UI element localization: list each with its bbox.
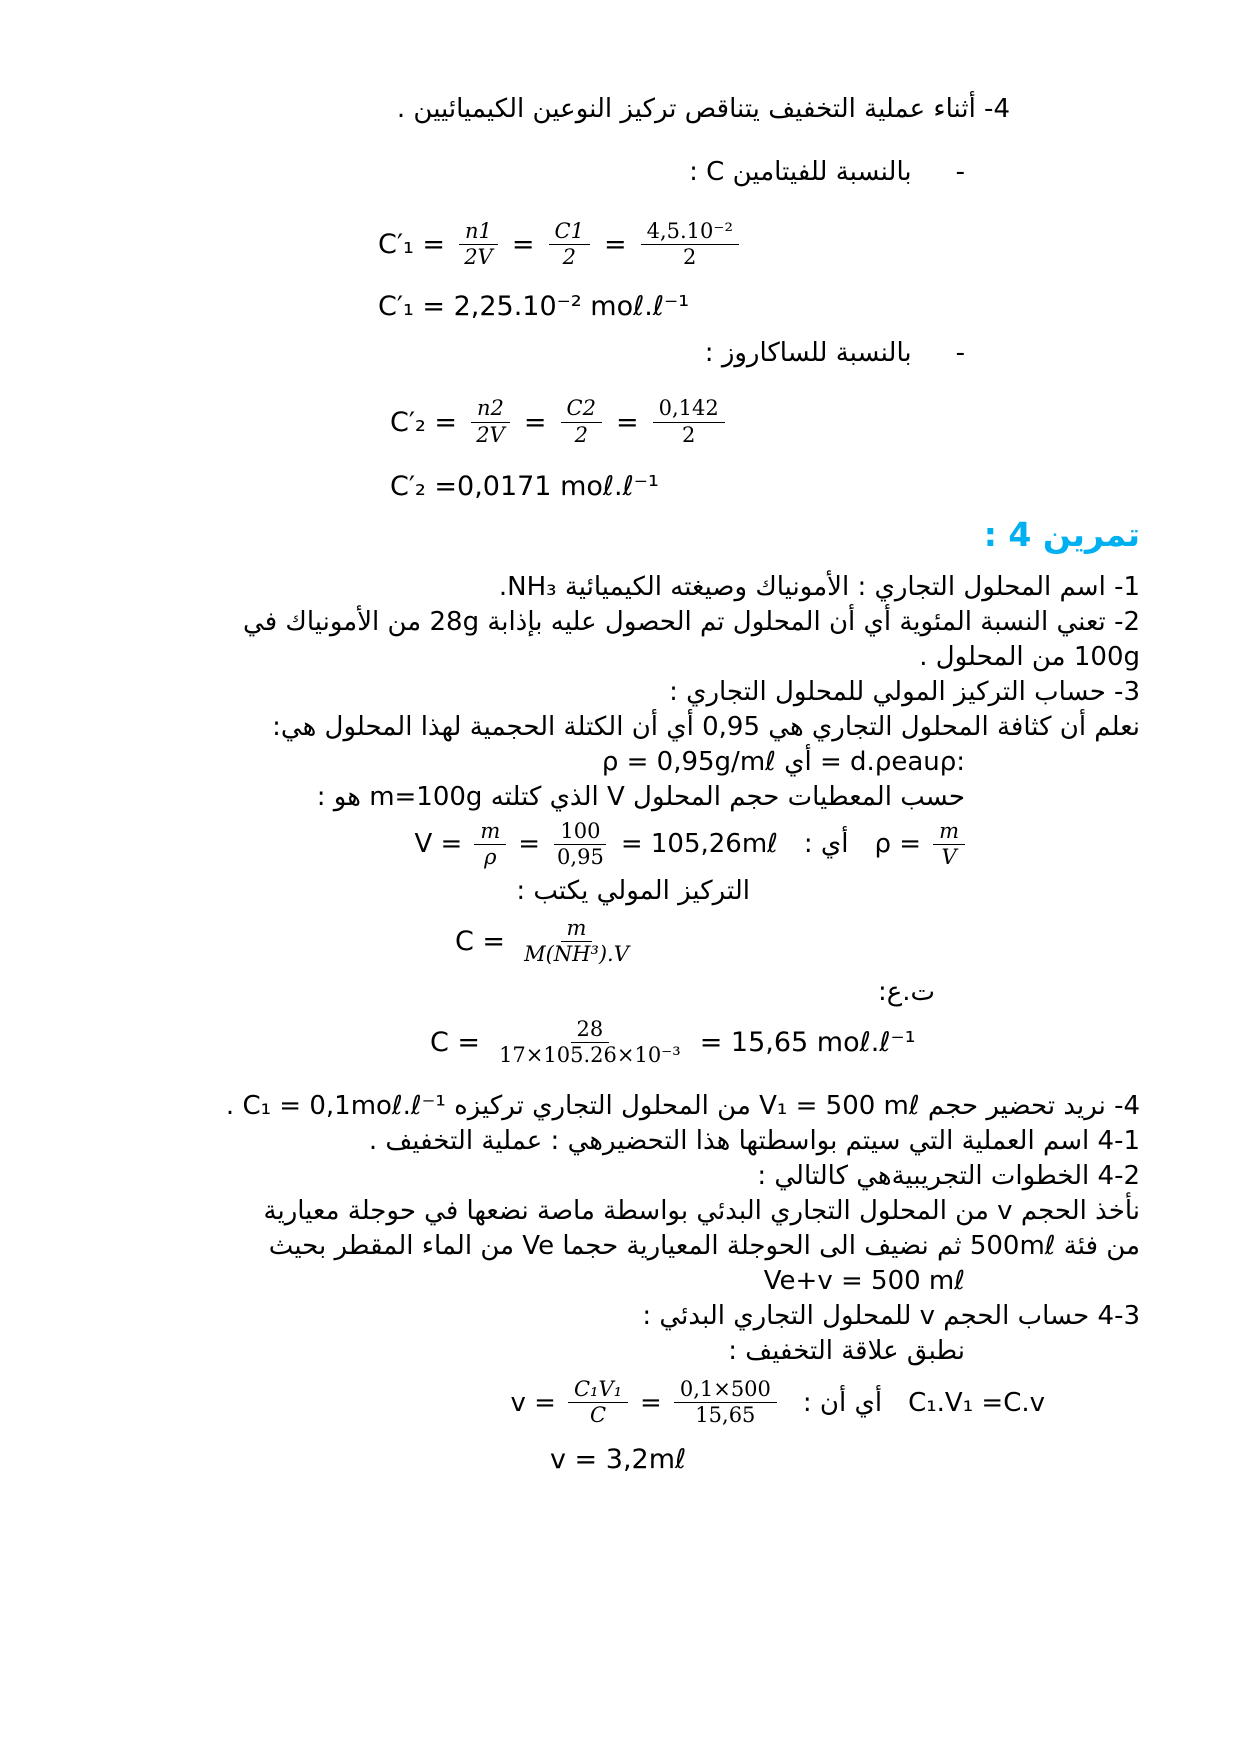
ex4-item-2-line-2: 100g من المحلول . [919, 641, 1140, 672]
denominator: ρ [484, 844, 497, 869]
result-c1-prime: C′₁ = 2,25.10⁻² moℓ.ℓ⁻¹ [378, 291, 690, 323]
denominator: 2V [464, 245, 493, 270]
equals-sign: = [523, 406, 547, 438]
ex4-item-4-3: 4-3 حساب الحجم v للمحلول التجاري البدئي : [642, 1300, 1140, 1331]
c-lhs: C = [455, 926, 506, 958]
density-statement: نعلم أن كثافة المحلول التجاري هي 0,95 أي أن الكتلة الحجمية لهذا المحلول هي: [272, 711, 1140, 742]
numerator: m [561, 916, 593, 942]
fraction-m-over-rho [474, 819, 506, 870]
bullet-dash: - [955, 338, 965, 369]
steps-line-2: من فئة 500mℓ ثم نضيف الى الحوجلة المعيارية حجما Ve من الماء المقطر بحيث [268, 1230, 1140, 1261]
equals-sign: = [615, 406, 639, 438]
ie-that-connector: أي أن : [802, 1387, 883, 1418]
v-dilution-calculation-line [100, 1373, 1140, 1432]
denominator: 2 [683, 245, 697, 270]
equals-sign: = [640, 1387, 662, 1418]
numerator: C2 [561, 396, 602, 422]
formula-c2-dilution [390, 391, 725, 452]
rho-equation-line: ρ = 0,95g/mℓ أي = d.ρeauρ: [601, 746, 965, 777]
fraction-value-over-2 [641, 219, 739, 270]
fraction-28-over-denominator [494, 1017, 686, 1068]
numerator: n1 [459, 219, 498, 245]
fraction-value-over-2 [653, 396, 725, 447]
dilution-relation: C₁.V₁ =C.v [908, 1387, 1045, 1418]
formula-c1-dilution [378, 214, 739, 275]
fraction-m-over-v [933, 819, 965, 870]
fraction-values [674, 1377, 777, 1428]
v-final-result: v = 3,2mℓ [550, 1444, 687, 1476]
fraction-n1-over-2v [459, 219, 498, 270]
bullet-dash: - [955, 157, 965, 187]
sucrose-label: بالنسبة للساكاروز : [704, 338, 912, 369]
exercise-4-heading: تمرين 4 : [983, 514, 1140, 554]
c-lhs: C = [430, 1026, 481, 1058]
vitamin-c-bullet-line [100, 155, 1140, 190]
volume-calculation-line [100, 815, 1140, 874]
ex4-item-1: 1- اسم المحلول التجاري : الأمونياك وصيغته الكيميائية NH₃. [498, 571, 1140, 602]
steps-volume-sum: Ve+v = 500 mℓ [763, 1265, 965, 1296]
numerator: 0,142 [653, 396, 725, 422]
numerator: 28 [571, 1017, 610, 1043]
denominator: 0,95 [557, 844, 604, 869]
fraction-c2-over-2 [561, 396, 602, 447]
numerator: m [933, 819, 965, 845]
formula-c1-lhs: C′₁ = [378, 229, 446, 261]
given-volume-line: حسب المعطيات حجم المحلول V الذي كتلته m=100g هو : [316, 781, 965, 812]
equals-sign: = [511, 229, 535, 261]
concentration-formula [455, 911, 634, 972]
fraction-n2-over-2v [471, 396, 510, 447]
denominator: C [589, 1403, 607, 1428]
numerator: 0,1×500 [674, 1377, 777, 1403]
v-lhs: V = [414, 829, 463, 860]
denominator: 15,65 [695, 1403, 756, 1428]
v-dilution-formula [511, 1377, 777, 1428]
ex4-item-4-2: 4-2 الخطوات التجريبيةهي كالتالي : [757, 1160, 1140, 1191]
concentration-result: = 15,65 moℓ.ℓ⁻¹ [699, 1026, 916, 1058]
fraction-c1-over-2 [549, 219, 590, 270]
prev-item-4: 4- أثناء عملية التخفيف يتناقص تركيز النوعين الكيميائيين . [396, 94, 1010, 124]
fraction-c1v1-over-c [568, 1377, 628, 1428]
denominator: 17×105.26×10⁻³ [499, 1042, 681, 1067]
ex4-item-3: 3- حساب التركيز المولي للمحلول التجاري : [669, 676, 1140, 707]
ex4-item-2-line-1: 2- تعني النسبة المئوية أي أن المحلول تم الحصول عليه بإذابة 28g من الأمونياك في [243, 606, 1140, 637]
rho-lhs: ρ = [874, 829, 922, 860]
ex4-item-4-1: 4-1 اسم العملية التي سيتم بواسطتها هذا التحضيرهي : عملية التخفيف . [368, 1125, 1140, 1156]
equals-sign: = [603, 229, 627, 261]
molar-concentration-label: التركيز المولي يكتب : [516, 876, 750, 907]
apply-dilution-label: نطبق علاقة التخفيف : [728, 1335, 965, 1366]
steps-line-1: نأخذ الحجم v من المحلول التجاري البدئي بواسطة ماصة نضعها في حوجلة معيارية [263, 1195, 1140, 1226]
ex4-item-4: 4- نريد تحضير حجم V₁ = 500 mℓ من المحلول التجاري تركيزه C₁ = 0,1moℓ.ℓ⁻¹ . [225, 1090, 1140, 1121]
fraction-m-over-mnh3v [519, 916, 634, 967]
v-formula [414, 819, 777, 870]
denominator: 2 [562, 245, 576, 270]
denominator: 2V [476, 422, 505, 447]
denominator: V [941, 844, 957, 869]
numerical-application-label: ت.ع: [877, 976, 935, 1007]
concentration-calculation [430, 1012, 916, 1073]
numerator: C1 [549, 219, 590, 245]
numerator: n2 [471, 396, 510, 422]
v-lhs: v = [510, 1387, 556, 1418]
formula-c2-lhs: C′₂ = [390, 406, 458, 438]
numerator: C₁V₁ [568, 1377, 628, 1403]
equals-sign: = [518, 829, 541, 860]
numerator: 4,5.10⁻² [641, 219, 739, 245]
fraction-100-over-095 [552, 819, 609, 870]
numerator: m [474, 819, 506, 845]
vitamin-c-label: بالنسبة للفيتامين C : [689, 157, 912, 187]
denominator: 2 [574, 422, 588, 447]
result-c2-prime: C′₂ =0,0171 moℓ.ℓ⁻¹ [390, 470, 659, 502]
ie-connector: أي : [803, 829, 849, 860]
numerator: 100 [554, 819, 606, 845]
denominator: M(NH³).V [524, 942, 629, 967]
rho-formula [875, 819, 965, 870]
denominator: 2 [681, 422, 696, 447]
v-result: = 105,26mℓ [620, 829, 778, 860]
sucrose-bullet-line [100, 336, 1140, 371]
